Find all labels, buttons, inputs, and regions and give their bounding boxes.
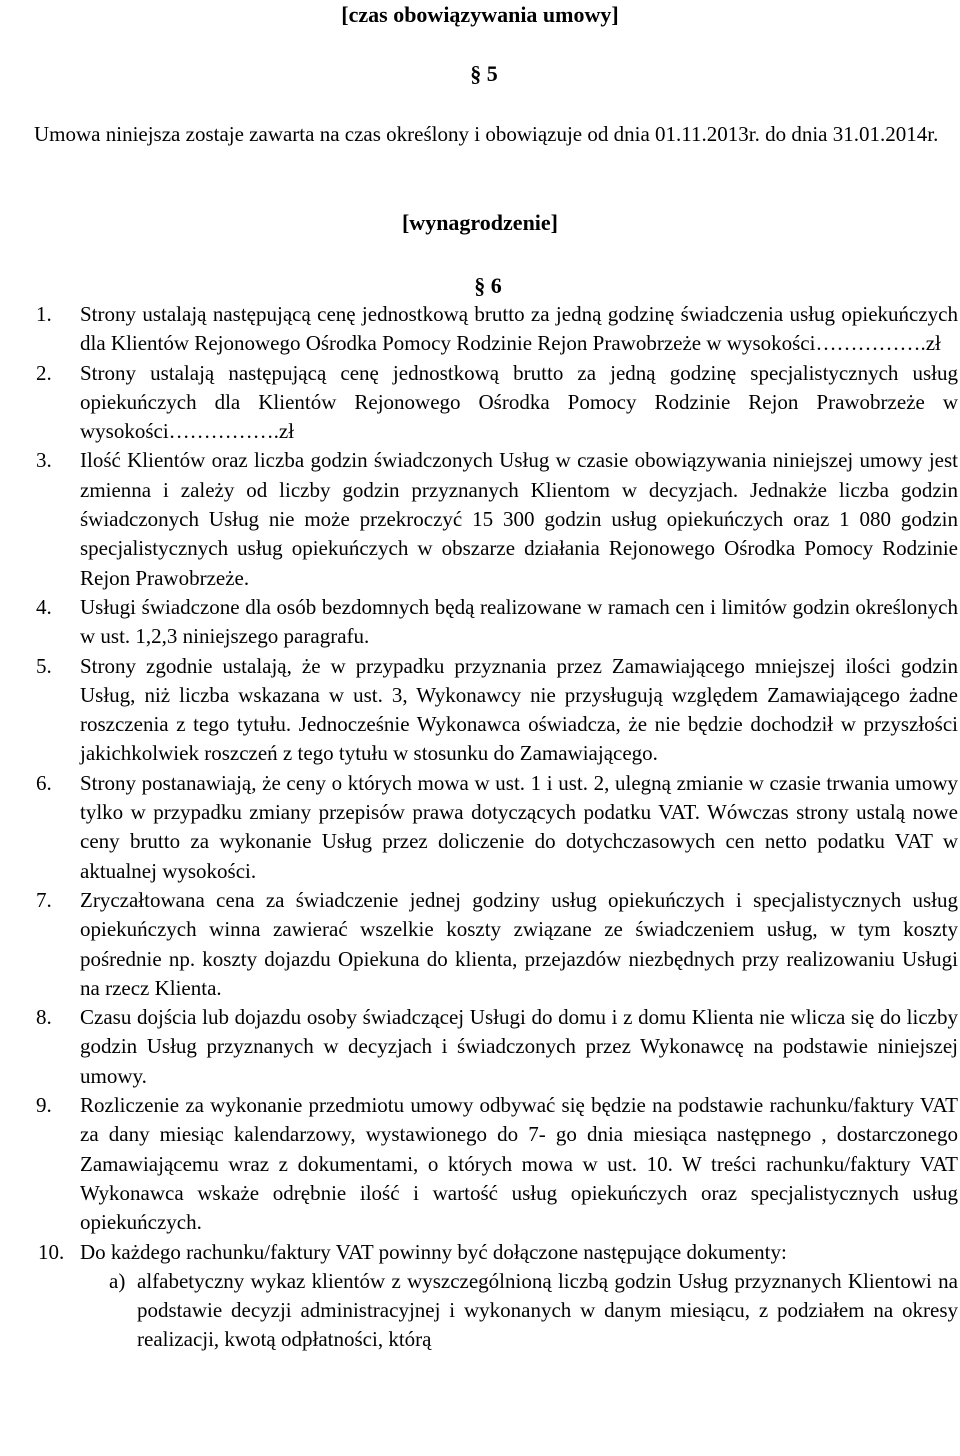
- list-item-number: 8.: [36, 1005, 52, 1030]
- list-item-number: 5.: [36, 653, 52, 678]
- list-item-text: Strony ustalają następującą cenę jednostkową brutto za jedną godzinę specjalistycznych usług opiekuńczych dla Klientów Rejonowego Ośrodka Pomocy Rodzinie Rejon Prawobrzeże w wysokości…………….zł: [80, 360, 958, 444]
- section-number-5: § 5: [470, 61, 498, 86]
- lettered-sublist: [80, 1267, 958, 1355]
- intro-paragraph: Umowa niniejsza zostaje zawarta na czas określony i obowiązuje od dnia 01.11.2013r. do dnia 31.01.2014r.: [34, 122, 939, 146]
- list-item-text: Do każdego rachunku/faktury VAT powinny być dołączone następujące dokumenty:: [80, 1239, 787, 1264]
- list-item-text: Strony ustalają następującą cenę jednostkową brutto za jedną godzinę świadczenia usług opiekuńczych dla Klientów Rejonowego Ośrodka Pomocy Rodzinie Rejon Prawobrzeże w wysokości…………….zł: [80, 302, 958, 356]
- list-item-8: [34, 1003, 958, 1091]
- sublist-item-text: alfabetyczny wykaz klientów z wyszczególnioną liczbą godzin Usług przyznanych Klientowi na podstawie decyzji administracyjnej i wykonanych w danym miesiącu, z podziałem na okresy realizacji, kwotą odpłatności, którą: [137, 1268, 958, 1352]
- list-item-3: [34, 446, 958, 592]
- list-item-text: Zryczałtowana cena za świadczenie jednej godziny usług opiekuńczych i specjalistycznych usług opiekuńczych winna zawierać wszelkie koszty związane ze świadczeniem usług, w tym koszty pośrednie np. koszty dojazdu Opiekuna do klienta, przejazdów niezbędnych przy realizowaniu Usługi na rzecz Klienta.: [80, 887, 958, 1000]
- list-item-number: 6.: [36, 770, 52, 795]
- list-item-1: [34, 300, 958, 359]
- list-item-10: [34, 1238, 958, 1355]
- sublist-item-a: [80, 1267, 958, 1355]
- list-item-number: 9.: [36, 1093, 52, 1118]
- list-item-5: [34, 652, 958, 769]
- list-item-number: 10.: [38, 1239, 65, 1264]
- list-item-7: [34, 886, 958, 1003]
- list-item-2: [34, 359, 958, 447]
- sublist-item-letter: a): [109, 1268, 126, 1293]
- list-item-6: [34, 769, 958, 886]
- list-item-number: 4.: [36, 594, 52, 619]
- heading-remuneration: [wynagrodzenie]: [401, 210, 559, 235]
- list-item-text: Strony zgodnie ustalają, że w przypadku przyznania przez Zamawiającego mniejszej ilości godzin Usług, niż liczba wskazana w ust. 3, Wykonawcy nie przysługują względem Zamawiającego żadne roszczenia z tego tytułu. Jednocześnie Wykonawca oświadcza, że nie będzie dochodził w przyszłości jakichkolwiek roszczeń z tego tytułu w stosunku do Zamawiającego.: [80, 653, 958, 766]
- numbered-list: [34, 300, 958, 1355]
- list-item-9: [34, 1091, 958, 1237]
- list-item-number: 2.: [36, 360, 52, 385]
- section-number-6: § 6: [474, 273, 502, 298]
- list-item-number: 1.: [36, 302, 52, 326]
- list-item-text: Ilość Klientów oraz liczba godzin świadczonych Usług w czasie obowiązywania niniejszej umowy jest zmienna i zależy od liczby godzin przyznanych Klientom w decyzjach. Jednakże liczba godzin świadczonych Usług nie może przekroczyć 15 300 godzin usług opiekuńczych oraz 1 080 godzin specjalistycznych usług opiekuńczych w obszarze działania Rejonowego Ośrodka Pomocy Rodzinie Rejon Prawobrzeże.: [80, 448, 958, 590]
- list-item-text: Strony postanawiają, że ceny o których mowa w ust. 1 i ust. 2, ulegną zmianie w czasie trwania umowy tylko w przypadku zmiany przepisów prawa dotyczących podatku VAT. Wówczas strony ustalą nowe ceny brutto za wykonanie Usług przez doliczenie do dotychczasowych cen netto podatku VAT w aktualnej wysokości.: [80, 770, 958, 883]
- list-item-number: 7.: [36, 887, 52, 912]
- list-item-number: 3.: [36, 448, 52, 473]
- list-item-text: Rozliczenie za wykonanie przedmiotu umowy odbywać się będzie na podstawie rachunku/faktury VAT za dany miesiąc kalendarzowy, wystawionego do 7- go dnia miesiąca następnego , dostarczonego Zamawiającemu wraz z dokumentami, o których mowa w ust. 10. W treści rachunku/faktury VAT Wykonawca wskaże odrębnie ilość i wartość usług opiekuńczych oraz specjalistycznych usług opiekuńczych.: [80, 1093, 958, 1235]
- list-item-4: [34, 593, 958, 652]
- list-item-text: Usługi świadczone dla osób bezdomnych będą realizowane w ramach cen i limitów godzin określonych w ust. 1,2,3 niniejszego paragrafu.: [80, 594, 958, 649]
- heading-contract-validity: [czas obowiązywania umowy]: [341, 2, 619, 27]
- list-item-text: Czasu dojścia lub dojazdu osoby świadczącej Usługi do domu i z domu Klienta nie wlicza się do liczby godzin Usług przyznanych w decyzjach i świadczonych przez Wykonawcę na podstawie niniejszej umowy.: [80, 1005, 958, 1088]
